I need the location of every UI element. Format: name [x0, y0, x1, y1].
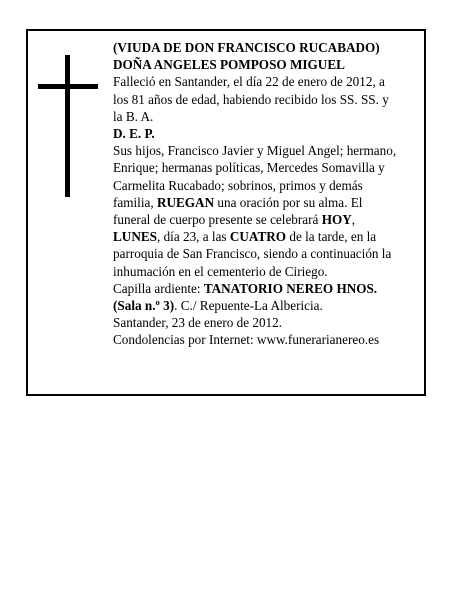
- family-text-2: , día 23, a las: [156, 229, 230, 245]
- chapel-address: . C./ Repuente-La Albericia.: [174, 298, 323, 314]
- condolences-line: Condolencias por Internet: www.funerarianereo.es: [113, 332, 380, 348]
- family-text-3: de la tarde, en la parroquia de San Francisco, siendo a continuación la inhumación en el cementerio de Ciriego.: [113, 229, 392, 279]
- widow-subtitle: (VIUDA DE DON FRANCISCO RUCABADO): [113, 40, 380, 55]
- chapel-label: Capilla ardiente:: [113, 280, 204, 296]
- chapel-name: TANATORIO NEREO HNOS.: [203, 280, 378, 296]
- cross-vertical-bar: [65, 55, 70, 197]
- place-date: Santander, 23 de enero de 2012.: [113, 315, 283, 331]
- family-comma: ,: [351, 212, 356, 228]
- lunes-word: LUNES: [113, 229, 157, 245]
- deceased-name: DOÑA ANGELES POMPOSO MIGUEL: [113, 57, 345, 73]
- hoy-word: HOY: [321, 212, 352, 228]
- cross-icon: [38, 55, 98, 197]
- chapel-paragraph: [113, 280, 399, 314]
- obituary-text: [113, 39, 399, 349]
- ruegan-word: RUEGAN: [156, 194, 215, 210]
- family-paragraph: [113, 142, 399, 280]
- cuatro-word: CUATRO: [229, 229, 287, 245]
- dep-line: D. E. P.: [113, 126, 155, 142]
- chapel-room: (Sala n.º 3): [113, 298, 175, 314]
- family-text-before: Sus hijos, Francisco Javier y Miguel Angel; hermano, Enrique; hermanas políticas, Mercedes Somavilla y Carmelita Rucabado; sobrinos, primos y demás familia,: [113, 143, 397, 210]
- cross-horizontal-bar: [38, 84, 98, 89]
- family-text-1: una oración por su alma. El funeral de cuerpo presente se celebrará: [113, 194, 363, 228]
- death-statement: Falleció en Santander, el día 22 de enero de 2012, a los 81 años de edad, habiendo recibido los SS. SS. y la B. A.: [113, 74, 389, 124]
